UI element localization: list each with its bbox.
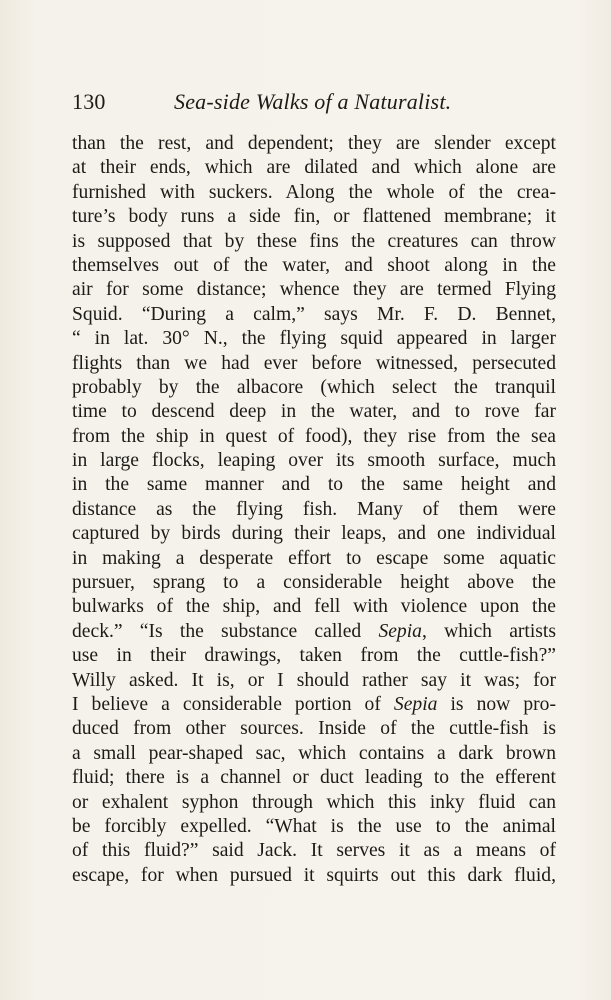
text-line: I believe a considerable portion of Sepia is now pro- <box>72 693 557 715</box>
page-header <box>72 89 542 119</box>
text-line: probably by the albacore (which select the tranquil <box>72 376 556 398</box>
text-line: pursuer, sprang to a considerable height above the <box>72 572 556 594</box>
text-line: bulwarks of the ship, and fell with violence upon the <box>72 596 556 618</box>
text-line: deck.” “Is the substance called Sepia, which artists <box>72 620 556 642</box>
text-line: in making a desperate effort to escape some aquatic <box>72 547 556 569</box>
text-line: air for some distance; whence they are termed Flying <box>72 279 556 301</box>
running-title: Sea-side Walks of a Naturalist. <box>174 89 452 114</box>
text-line: “ in lat. 30° N., the flying squid appeared in larger <box>72 328 556 350</box>
text-line: ture’s body runs a side fin, or flattened membrane; it <box>72 206 556 228</box>
text-line: than the rest, and dependent; they are slender except <box>72 133 556 154</box>
text-line: furnished with suckers. Along the whole of the crea- <box>72 181 556 203</box>
page-number: 130 <box>72 89 106 114</box>
text-line: from the ship in quest of food), they rise from the sea <box>72 425 556 447</box>
text-line: captured by birds during their leaps, and one individual <box>72 523 556 545</box>
text-line: is supposed that by these fins the creatures can throw <box>72 230 556 252</box>
text-line: fluid; there is a channel or duct leading to the efferent <box>72 767 556 789</box>
text-line: themselves out of the water, and shoot along in the <box>72 254 556 276</box>
text-line: flights than we had ever before witnessed, persecuted <box>72 352 556 374</box>
text-line: duced from other sources. Inside of the cuttle-fish is <box>72 718 556 740</box>
text-line: or exhalent syphon through which this inky fluid can <box>72 791 556 813</box>
text-line: use in their drawings, taken from the cuttle-fish?” <box>72 645 556 667</box>
text-line: distance as the flying fish. Many of them were <box>72 498 556 520</box>
text-line: Squid. “During a calm,” says Mr. F. D. Bennet, <box>72 303 556 325</box>
text-line: in the same manner and to the same height and <box>72 474 556 496</box>
text-line: at their ends, which are dilated and which alone are <box>72 157 556 179</box>
text-line: escape, for when pursued it squirts out this dark fluid, <box>72 864 556 886</box>
text-line: be forcibly expelled. “What is the use to the animal <box>72 815 556 837</box>
text-line: Willy asked. It is, or I should rather say it was; for <box>72 669 556 691</box>
text-line: a small pear-shaped sac, which contains a dark brown <box>72 742 556 764</box>
text-line: of this fluid?” said Jack. It serves it as a means of <box>72 840 556 862</box>
text-line: in large flocks, leaping over its smooth surface, much <box>72 450 556 472</box>
body-text <box>72 132 556 888</box>
text-line: time to descend deep in the water, and to rove far <box>72 401 556 423</box>
